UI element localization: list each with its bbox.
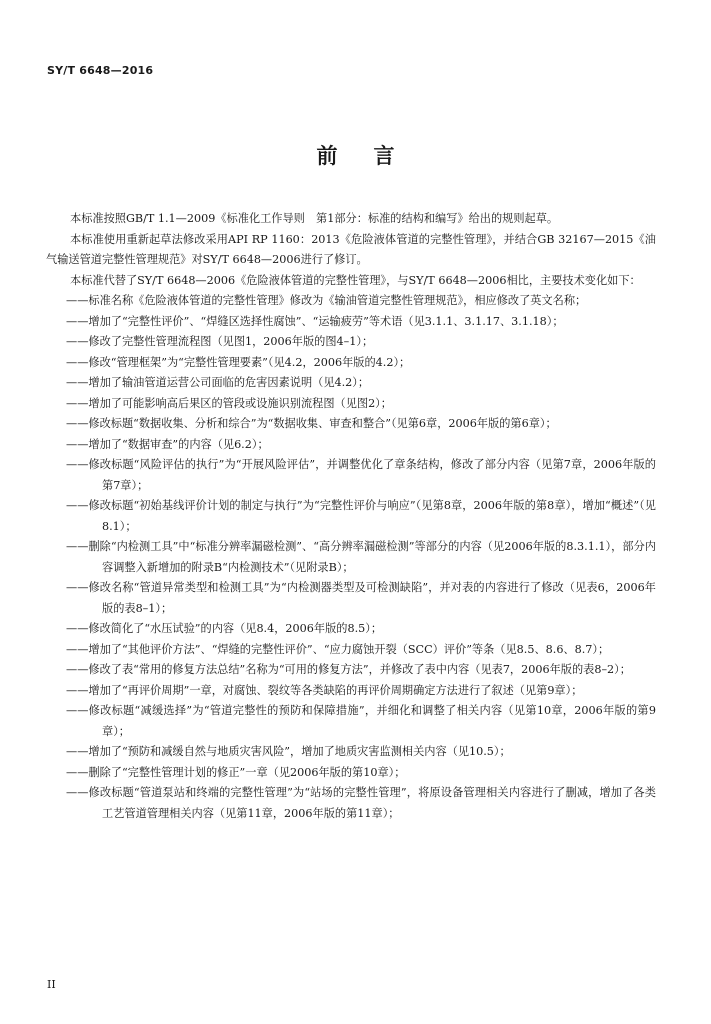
change-item: ——修改标题“风险评估的执行”为“开展风险评估”，并调整优化了章条结构，修改了部分内容（见第7章，2006年版的第7章）； <box>66 458 656 492</box>
paragraph-drafting-rules: 本标准按照GB/T 1.1—2009《标准化工作导则 第1部分：标准的结构和编写》给出的规则起草。 <box>70 212 559 225</box>
change-item: ——增加了“完整性评价”、“焊缝区选择性腐蚀”、“运输疲劳”等术语（见3.1.1、3.1.17、3.1.18）； <box>66 314 564 328</box>
change-item: ——标准名称《危险液体管道的完整性管理》修改为《输油管道完整性管理规范》，相应修改了英文名称； <box>66 294 587 307</box>
foreword-body <box>46 209 656 824</box>
page-title: 前言 <box>316 144 431 168</box>
change-item: ——修改标题“减缓选择”为“管道完整性的预防和保障措施”，并细化和调整了相关内容（见第10章，2006年版的第9章）； <box>66 704 656 738</box>
change-item: ——修改了完整性管理流程图（见图1，2006年版的图4–1）； <box>66 335 374 348</box>
change-item: ——增加了“其他评价方法”、“焊缝的完整性评价”、“应力腐蚀开裂（SCC）评价”等条（见8.5、8.6、8.7）； <box>66 642 610 656</box>
change-item: ——修改简化了“水压试验”的内容（见8.4，2006年版的8.5）； <box>66 622 383 635</box>
standard-code: SY/T 6648—2016 <box>47 64 154 77</box>
change-item: ——删除“内检测工具”中“标准分辨率漏磁检测”、“高分辨率漏磁检测”等部分的内容（见2006年版的8.3.1.1），部分内容调整入新增加的附录B“内检测技术”（见附录B）； <box>66 540 656 574</box>
change-item: ——修改标题“初始基线评价计划的制定与执行”为“完整性评价与响应”（见第8章，2006年版的第8章），增加“概述”（见8.1）； <box>66 499 656 533</box>
change-item: ——增加了“再评价周期”一章，对腐蚀、裂纹等各类缺陷的再评价周期确定方法进行了叙述（见第9章）； <box>66 683 583 697</box>
change-item: ——增加了“数据审查”的内容（见6.2）； <box>66 437 269 451</box>
change-item: ——修改标题“管道泵站和终端的完整性管理”为“站场的完整性管理”，将原设备管理相关内容进行了删减，增加了各类工艺管道管理相关内容（见第11章，2006年版的第11章）； <box>66 786 656 820</box>
paragraph-adoption: 本标准使用重新起草法修改采用API RP 1160：2013《危险液体管道的完整性管理》，并结合GB 32167—2015《油气输送管道完整性管理规范》对SY/T 6648—2006进行了修订。 <box>46 232 656 266</box>
paragraph-replacement: 本标准代替了SY/T 6648—2006《危险液体管道的完整性管理》，与SY/T 6648—2006相比，主要技术变化如下： <box>70 273 641 287</box>
change-item: ——增加了可能影响高后果区的管段或设施识别流程图（见图2）； <box>66 396 392 410</box>
change-item: ——修改名称“管道异常类型和检测工具”为“内检测器类型及可检测缺陷”，并对表的内容进行了修改（见表6，2006年版的表8–1）； <box>66 581 656 615</box>
page-number: II <box>47 978 56 991</box>
change-item: ——增加了输油管道运营公司面临的危害因素说明（见4.2）； <box>66 376 370 389</box>
change-item: ——删除了“完整性管理计划的修正”一章（见2006年版的第10章）； <box>66 765 406 779</box>
change-item: ——修改标题“数据收集、分析和综合”为“数据收集、审查和整合”（见第6章，2006年版的第6章）； <box>66 417 557 430</box>
change-item: ——增加了“预防和减缓自然与地质灾害风险”，增加了地质灾害监测相关内容（见10.5）； <box>66 745 511 758</box>
change-item: ——修改“管理框架”为“完整性管理要素”（见4.2，2006年版的4.2）； <box>66 355 411 369</box>
change-item: ——修改了表“常用的修复方法总结”名称为“可用的修复方法”，并修改了表中内容（见表7，2006年版的表8–2）； <box>66 663 631 676</box>
